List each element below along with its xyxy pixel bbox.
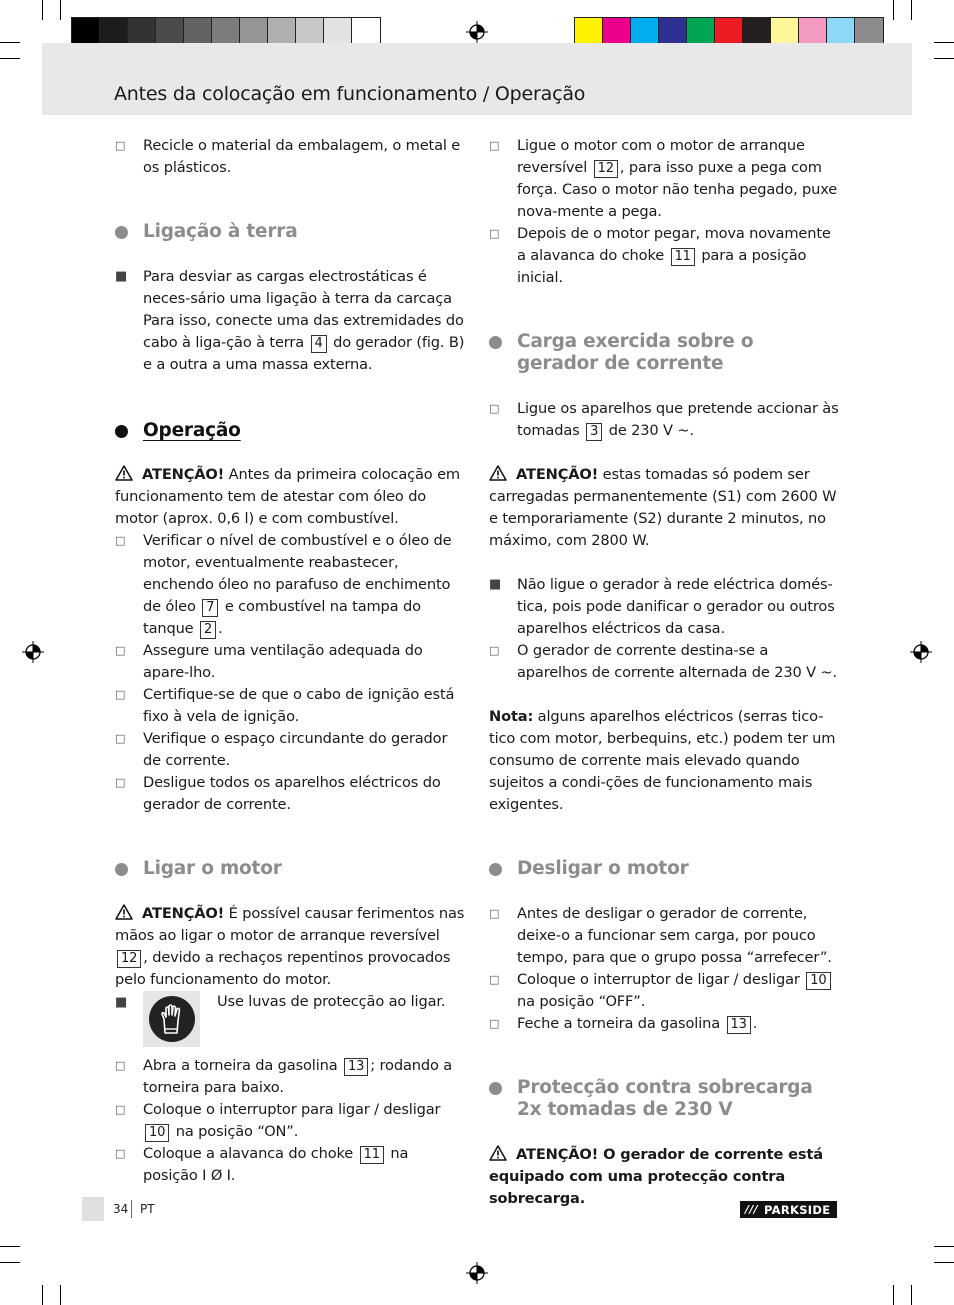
warning-paragraph: ATENÇÃO! O gerador de corrente está equipado com uma protecção contra sobrecarga. xyxy=(489,1146,823,1207)
warning-triangle-icon xyxy=(489,465,507,481)
crop-mark xyxy=(60,1285,61,1305)
registration-mark-icon xyxy=(466,1262,488,1284)
crop-mark xyxy=(934,1262,954,1263)
color-swatch xyxy=(687,18,715,46)
heading-bullet-icon xyxy=(489,863,502,876)
registration-mark-icon xyxy=(910,641,932,663)
page-title: Antes da colocação em funcionamento / Operação xyxy=(114,83,586,105)
warning-paragraph: ATENÇÃO! É possível causar ferimentos nas mãos ao ligar o motor de arranque reversível12 , devido a rechaços repentinos provocados pelo funcionamento do motor. xyxy=(115,905,465,988)
heading-bullet-icon xyxy=(115,863,128,876)
warning-triangle-icon xyxy=(115,465,133,481)
section-heading-start-engine: Ligar o motor xyxy=(115,858,467,880)
checkbox-bullet-icon: □ xyxy=(115,1103,126,1116)
list-item: □ Verifique o espaço circundante do gerador de corrente. xyxy=(115,730,448,769)
list-item: □ Assegure uma ventilação adequada do apare-lho. xyxy=(115,642,423,681)
color-swatch xyxy=(659,18,687,46)
checkbox-bullet-icon: □ xyxy=(115,776,126,789)
list-item: □ Depois de o motor pegar, mova novamente a alavanca do choke 11 para a posição inicial. xyxy=(489,225,831,286)
color-swatch xyxy=(184,18,212,46)
checkbox-bullet-icon: □ xyxy=(489,227,500,240)
list-item: □ Desligue todos os aparelhos eléctricos do gerador de corrente. xyxy=(115,774,441,813)
color-swatch xyxy=(715,18,743,46)
heading-bullet-icon xyxy=(489,336,502,349)
color-swatch xyxy=(128,18,156,46)
list-item xyxy=(115,135,467,179)
checkbox-bullet-icon: □ xyxy=(115,1059,126,1072)
list-item: □ Verificar o nível de combustível e o óleo de motor, eventualmente reabastecer, enchendo óleo no parafuso de enchimento de óleo 7 e combustível na tampa do tanque 2 . xyxy=(115,532,452,637)
color-swatch xyxy=(240,18,268,46)
crop-mark xyxy=(0,1246,20,1247)
checkbox-bullet-icon: □ xyxy=(115,644,126,657)
page-number: 34 xyxy=(113,1202,129,1216)
crop-mark xyxy=(42,0,43,20)
heading-bullet-icon xyxy=(115,425,128,438)
list-item: ■ Não ligue o gerador à rede eléctrica domés-tica, pois pode danificar o gerador ou outros aparelhos eléctricos da casa. xyxy=(489,576,835,637)
list-item: □ Coloque o interruptor para ligar / desligar 10 na posição “ON”. xyxy=(115,1101,441,1140)
section-heading-operation: Operação xyxy=(115,420,467,442)
section-heading-load: Carga exercida sobre o gerador de corrente xyxy=(489,331,841,375)
crop-mark xyxy=(42,1285,43,1305)
color-swatch xyxy=(324,18,352,46)
list-item-text: Recicle o material da embalagem, o metal e os plásticos. xyxy=(143,137,461,176)
heading-bullet-icon xyxy=(115,226,128,239)
warning-paragraph: ATENÇÃO! estas tomadas só podem ser carregadas permanentemente (S1) com 2600 W e temporariamente (S2) durante 2 minutos, no máximo, com 2800 W. xyxy=(489,466,837,549)
checkbox-bullet-icon: □ xyxy=(489,907,500,920)
square-bullet-icon: ■ xyxy=(115,995,128,1010)
list-item: ■ Para desviar as cargas electrostáticas é neces-sário uma ligação à terra da carcaça Para isso, conecte uma das extremidades do cabo à liga-ção à terra 4 do gerador (fig. B) e a outra a uma massa externa. xyxy=(115,268,465,373)
crop-mark xyxy=(0,58,20,59)
warning-triangle-icon xyxy=(489,1145,507,1161)
color-swatch xyxy=(156,18,184,46)
gloves-text: Use luvas de protecção ao ligar. xyxy=(217,993,446,1010)
section-heading-grounding: Ligação à terra xyxy=(115,221,467,243)
part-reference: 12 xyxy=(117,950,141,968)
crop-mark xyxy=(934,42,954,43)
crop-mark xyxy=(911,0,912,20)
crop-mark xyxy=(911,1285,912,1305)
section-heading-stop-engine: Desligar o motor xyxy=(489,858,841,880)
part-reference: 2 xyxy=(200,621,216,639)
list-item: □ O gerador de corrente destina-se a aparelhos de corrente alternada de 230 V ~. xyxy=(489,642,837,681)
warning-triangle-icon xyxy=(115,904,133,920)
warning-paragraph: ATENÇÃO! Antes da primeira colocação em funcionamento tem de atestar com óleo do motor (aprox. 0,6 l) e com combustível. xyxy=(115,466,460,527)
part-reference: 10 xyxy=(806,972,830,990)
checkbox-bullet-icon: □ xyxy=(489,644,500,657)
color-swatch xyxy=(352,18,380,46)
color-swatch xyxy=(827,18,855,46)
list-item: □ Abra a torneira da gasolina 13 ; rodando a torneira para baixo. xyxy=(115,1057,453,1096)
list-item: □ Coloque a alavanca do choke 11 na posição I Ø I. xyxy=(115,1145,409,1184)
color-swatch xyxy=(771,18,799,46)
registration-mark-icon xyxy=(22,641,44,663)
color-swatch xyxy=(855,18,883,46)
list-item: □ Ligue os aparelhos que pretende accionar às tomadas 3 de 230 V ~. xyxy=(489,400,839,439)
part-reference: 4 xyxy=(311,335,327,353)
checkbox-bullet-icon: □ xyxy=(489,139,500,152)
brand-logo: /// PARKSIDE xyxy=(740,1201,837,1218)
checkbox-bullet-icon: □ xyxy=(115,1147,126,1160)
crop-mark xyxy=(934,1246,954,1247)
part-reference: 13 xyxy=(344,1058,368,1076)
checkbox-bullet-icon: □ xyxy=(489,973,500,986)
footer-divider xyxy=(131,1200,132,1218)
part-reference: 10 xyxy=(145,1124,169,1142)
header-band xyxy=(42,43,912,115)
crop-mark xyxy=(893,0,894,20)
color-swatch xyxy=(631,18,659,46)
crop-mark xyxy=(934,58,954,59)
gloves-pictogram xyxy=(143,991,200,1047)
color-swatch xyxy=(799,18,827,46)
list-item: □ Feche a torneira da gasolina 13 . xyxy=(489,1013,841,1035)
list-item: □ Antes de desligar o gerador de corrente, deixe-o a funcionar sem carga, por pouco tempo, para que o grupo possa “arrefecer”. xyxy=(489,905,832,966)
checkbox-bullet-icon: □ xyxy=(489,1017,500,1030)
color-swatch xyxy=(100,18,128,46)
checkbox-bullet-icon: □ xyxy=(115,139,126,152)
crop-mark xyxy=(893,1285,894,1305)
registration-mark-icon xyxy=(466,21,488,43)
part-reference: 3 xyxy=(586,423,602,441)
square-bullet-icon: ■ xyxy=(115,269,128,284)
color-swatch xyxy=(212,18,240,46)
checkbox-bullet-icon: □ xyxy=(115,688,126,701)
crop-mark xyxy=(0,1262,20,1263)
part-reference: 11 xyxy=(360,1146,384,1164)
language-code: PT xyxy=(140,1202,155,1216)
list-item: □ Ligue o motor com o motor de arranque reversível 12 , para isso puxe a pega com força. Caso o motor não tenha pegado, puxe nova-mente a pega. xyxy=(489,137,838,220)
checkbox-bullet-icon: □ xyxy=(115,732,126,745)
color-swatch xyxy=(268,18,296,46)
list-item: □ Coloque o interruptor de ligar / desligar 10 na posição “OFF”. xyxy=(489,969,841,1013)
left-column xyxy=(115,135,467,1187)
checkbox-bullet-icon: □ xyxy=(489,402,500,415)
color-swatch xyxy=(743,18,771,46)
color-swatch xyxy=(603,18,631,46)
checkbox-bullet-icon: □ xyxy=(115,534,126,547)
footer-tab xyxy=(82,1197,104,1221)
part-reference: 11 xyxy=(671,248,695,266)
gloves-instruction xyxy=(115,991,467,1049)
right-column xyxy=(489,135,841,1210)
note-paragraph: Nota: alguns aparelhos eléctricos (serras tico-tico com motor, berbequins, etc.) podem ter um consumo de corrente mais elevado quando sujeitos a condi-ções de funcionamento mais exigentes. xyxy=(489,708,836,813)
section-heading-overload: Protecção contra sobrecarga 2x tomadas de 230 V xyxy=(489,1077,841,1121)
protective-gloves-icon xyxy=(149,996,195,1042)
crop-mark xyxy=(60,0,61,20)
color-swatch xyxy=(72,18,100,46)
part-reference: 13 xyxy=(727,1016,751,1034)
square-bullet-icon: ■ xyxy=(489,577,502,592)
part-reference: 12 xyxy=(594,160,618,178)
list-item: □ Certifique-se de que o cabo de ignição está fixo à vela de ignição. xyxy=(115,686,455,725)
part-reference: 7 xyxy=(202,599,218,617)
color-swatch xyxy=(575,18,603,46)
crop-mark xyxy=(0,42,20,43)
color-swatch xyxy=(296,18,324,46)
heading-bullet-icon xyxy=(489,1082,502,1095)
